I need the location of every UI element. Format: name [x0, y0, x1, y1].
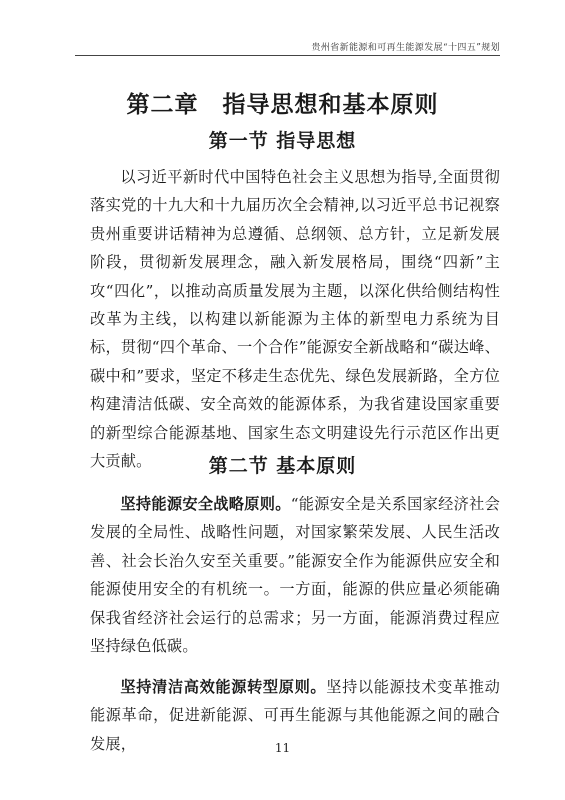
header-divider — [75, 55, 500, 56]
principle-energy-security — [90, 490, 500, 660]
page-number: 11 — [274, 741, 291, 755]
section-title-basic-principles: 第二节 基本原则 — [208, 455, 357, 477]
guiding-ideology-paragraph: 以习近平新时代中国特色社会主义思想为指导,全面贯彻落实党的十九大和十九届历次全会精神,以习近平总书记视察贵州重要讲话精神为总遵循、总纲领、总方针，立足新发展阶段，贯彻新发展理念，融入新发展格局，围绕“四新”主攻“四化”，以推动高质量发展为主题，以深化供给侧结构性改革为主线，以构建以新能源为主体的新型电力系统为目标，贯彻“四个革命、一个合作”能源安全新战略和“碳达峰、碳中和”要求，坚定不移走生态优先、绿色发展新路，全方位构建清洁低碳、安全高效的能源体系，为我省建设国家重要的新型综合能源基地、国家生态文明建设先行示范区作出更大贡献。 — [90, 168, 500, 471]
chapter-title: 第二章 指导思想和基本原则 — [126, 91, 439, 118]
section-title-guiding-ideology: 第一节 指导思想 — [208, 130, 357, 152]
running-header: 贵州省新能源和可再生能源发展“十四五”规划 — [311, 43, 500, 53]
principle-energy-security-text: “能源安全是关系国家经济社会发展的全局性、战略性问题，对国家繁荣发展、人民生活改善、社会长治久安至关重要。”能源安全作为能源供应安全和能源使用安全的有机统一。一方面，能源的供应量必须能确保我省经济社会运行的总需求；另一方面，能源消费过程应坚持绿色低碳。 — [90, 495, 500, 656]
principle-clean-energy-transition-lead: 坚持清洁高效能源转型原则。 — [120, 678, 327, 696]
principle-clean-energy-transition-text: 坚持以能源技术变革推动能源革命，促进新能源、可再生能源与其他能源之间的融合发展， — [90, 678, 500, 753]
principle-energy-security-lead: 坚持能源安全战略原则。 — [120, 495, 291, 513]
